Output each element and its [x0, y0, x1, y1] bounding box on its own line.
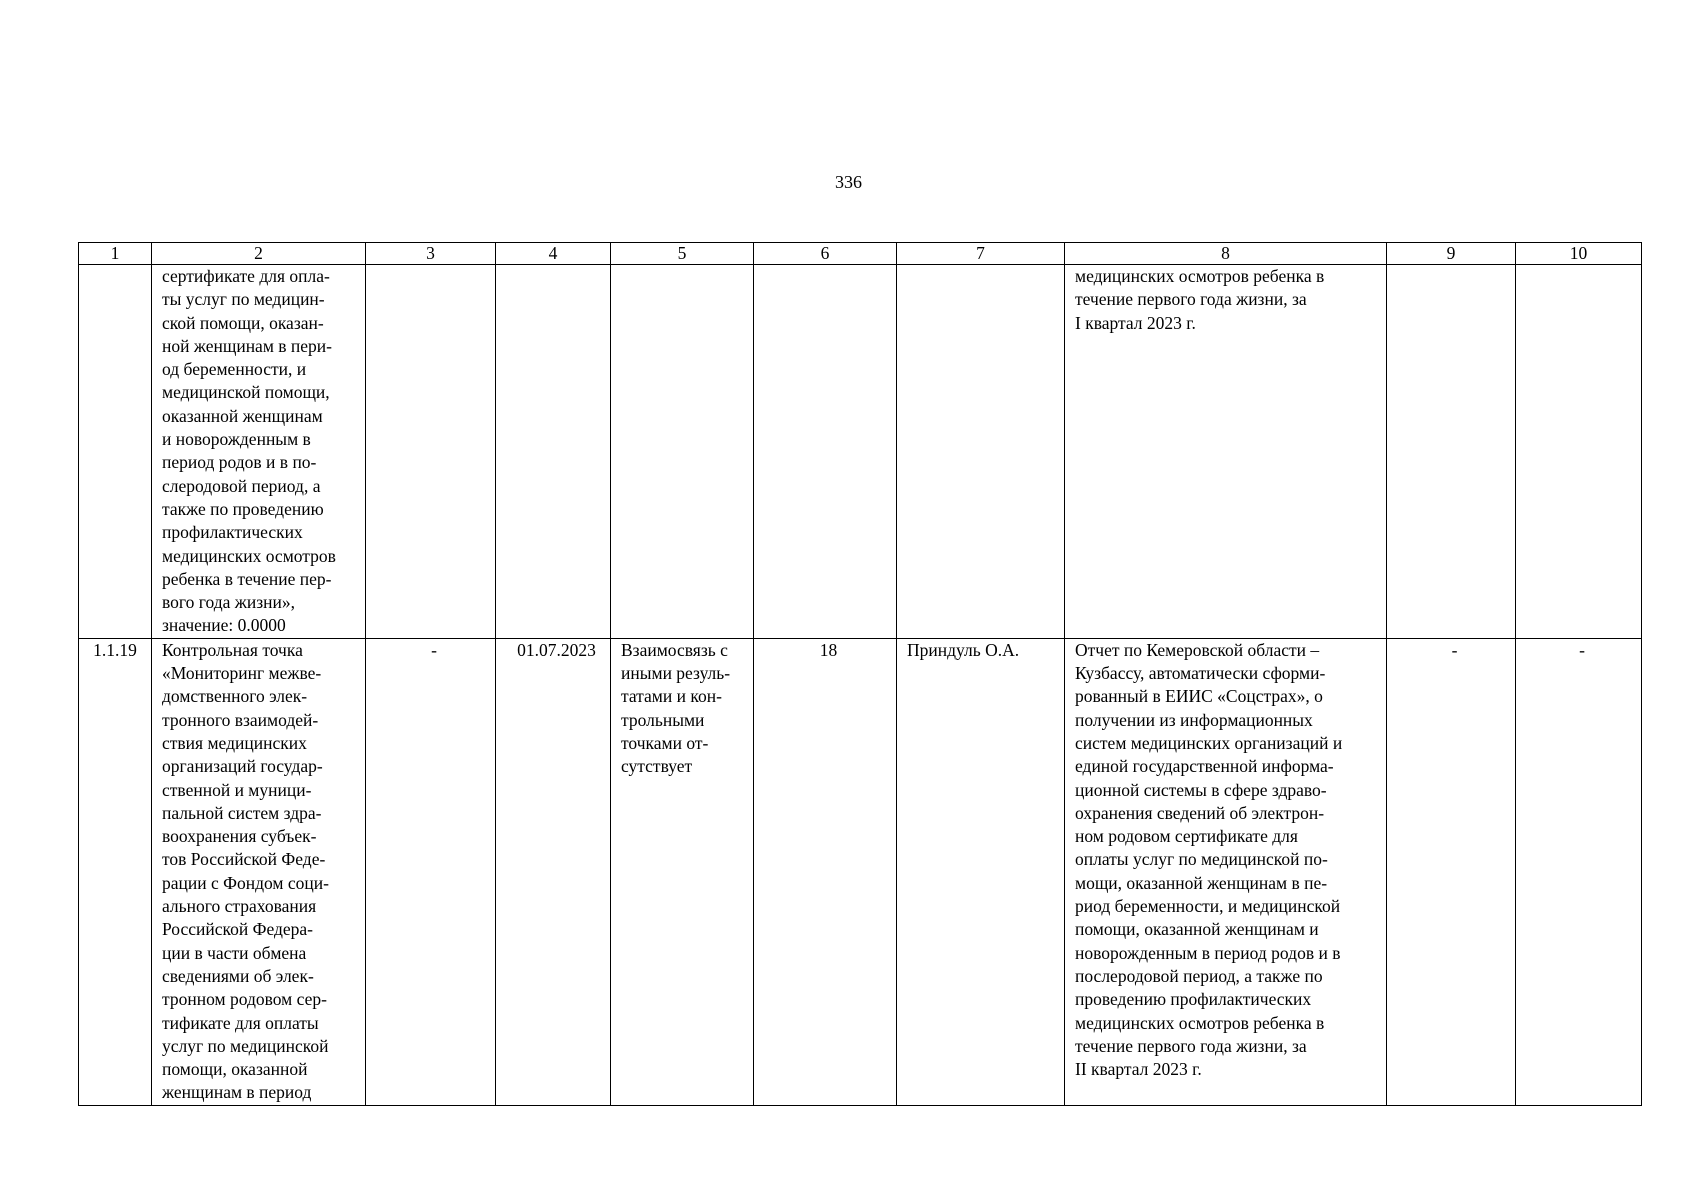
- table-cell: [366, 265, 496, 639]
- column-header: 3: [366, 243, 496, 265]
- page-number: 336: [835, 172, 862, 192]
- table-cell-report: медицинских осмотров ребенка в течение первого года жизни, за I квартал 2023 г.: [1065, 265, 1387, 639]
- table-cell-responsible: Приндуль О.А.: [897, 638, 1065, 1105]
- table-cell: [611, 265, 754, 639]
- column-header: 7: [897, 243, 1065, 265]
- table-row: [79, 265, 1642, 639]
- table-cell-report: Отчет по Кемеровской области – Кузбассу, автоматически сформи- рованный в ЕИИС «Соцстрах», о получении из информационных систем медицинских организаций и единой государственной информа- ционной системы в сфере здраво- охранения сведений об электрон- ном родовом сертификате для оплаты услуг по медицинской по- мощи, оказанной женщинам в пе- риод беременности, и медицинской помощи, оказанной женщинам и новорожденным в период родов и в послеродовой период, а также по проведению профилактических медицинских осмотров ребенка в течение первого года жизни, за II квартал 2023 г.: [1065, 638, 1387, 1105]
- table-cell: [1516, 265, 1642, 639]
- table-cell: 18: [754, 638, 897, 1105]
- column-header: 1: [79, 243, 152, 265]
- table-cell: [754, 265, 897, 639]
- document-table: [78, 242, 1642, 1106]
- column-header: 5: [611, 243, 754, 265]
- table-cell: -: [366, 638, 496, 1105]
- table-header-row: [79, 243, 1642, 265]
- table-cell-date: 01.07.2023: [496, 638, 611, 1105]
- column-header: 8: [1065, 243, 1387, 265]
- table-cell: [496, 265, 611, 639]
- column-header: 10: [1516, 243, 1642, 265]
- table-cell: -: [1516, 638, 1642, 1105]
- column-header: 6: [754, 243, 897, 265]
- table-cell-description: Контрольная точка «Мониторинг межве- домственного элек- тронного взаимодей- ствия медицинских организаций государ- ственной и муници- пальной систем здра- воохранения субъек- тов Российской Феде- рации с Фондом соци- ального страхования Российской Федера- ции в части обмена сведениями об элек- тронном родовом сер- тификате для оплаты услуг по медицинской помощи, оказанной женщинам в период: [152, 638, 366, 1105]
- column-header: 9: [1387, 243, 1516, 265]
- table-cell: [1387, 265, 1516, 639]
- table-cell-number: 1.1.19: [79, 638, 152, 1105]
- table-cell: [897, 265, 1065, 639]
- table-row: [79, 638, 1642, 1105]
- table-cell: -: [1387, 638, 1516, 1105]
- table-cell-description: сертификате для опла- ты услуг по медицин- ской помощи, оказан- ной женщинам в пери- од беременности, и медицинской помощи, оказанной женщинам и новорожденным в период родов и в по- слеродовой период, а также по проведению профилактических медицинских осмотров ребенка в течение пер- вого года жизни», значение: 0.0000: [152, 265, 366, 639]
- column-header: 2: [152, 243, 366, 265]
- table-cell-relation: Взаимосвязь с иными резуль- татами и кон- трольными точками от- сутствует: [611, 638, 754, 1105]
- column-header: 4: [496, 243, 611, 265]
- table-cell-number: [79, 265, 152, 639]
